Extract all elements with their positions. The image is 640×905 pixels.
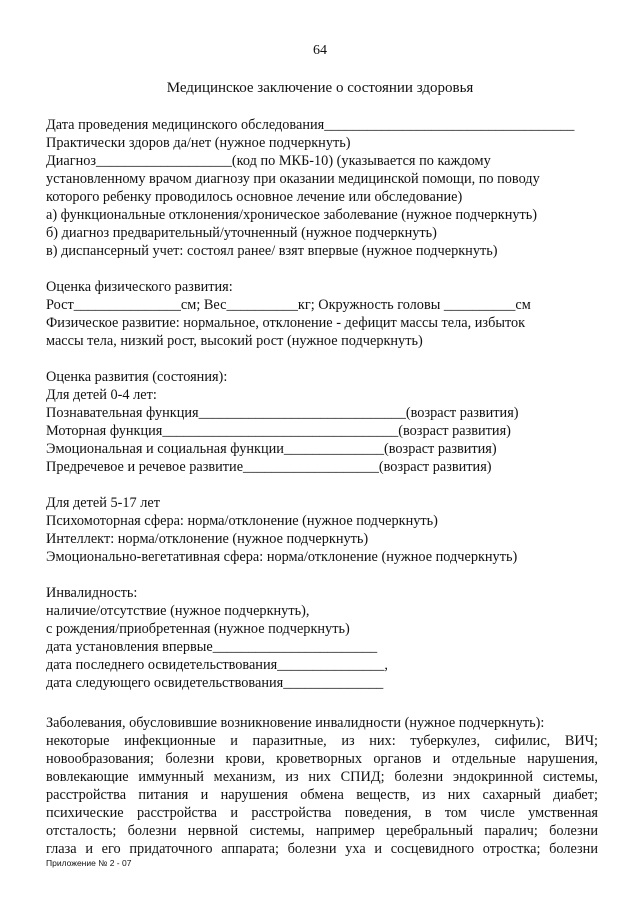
page-number: 64 <box>313 43 327 58</box>
date-next-line: дата следующего освидетельствования______________ <box>46 675 384 691</box>
section-heading: Оценка физического развития: <box>46 279 233 295</box>
healthy-line: Практически здоров да/нет (нужное подчеркнуть) <box>46 135 351 151</box>
date-first-line: дата установления впервые_______________________ <box>46 639 378 655</box>
diseases-text-line: психические расстройства и расстройства поведения, в том числе умственная <box>46 805 598 821</box>
emotional-vegetative-line: Эмоционально-вегетативная сфера: норма/отклонение (нужное подчеркнуть) <box>46 549 518 565</box>
diagnosis-item-b: б) диагноз предварительный/уточненный (нужное подчеркнуть) <box>46 225 437 241</box>
psychomotor-line: Психомоторная сфера: норма/отклонение (нужное подчеркнуть) <box>46 513 438 529</box>
document-body <box>46 116 598 858</box>
intellect-line: Интеллект: норма/отклонение (нужное подчеркнуть) <box>46 531 369 547</box>
diseases-text-line: некоторые инфекционные и паразитные, из них: туберкулез, сифилис, ВИЧ; <box>46 733 598 749</box>
section-heading: Оценка развития (состояния): <box>46 369 228 385</box>
diagnosis-line: Диагноз___________________(код по МКБ-10) (указывается по каждому <box>46 153 491 169</box>
age-group-label: Для детей 0-4 лет: <box>46 387 157 403</box>
physical-development-line: Физическое развитие: нормальное, отклонение - дефицит массы тела, избыток <box>46 315 526 331</box>
diagnosis-item-a: а) функциональные отклонения/хроническое заболевание (нужное подчеркнуть) <box>46 207 538 223</box>
diagnosis-line: установленному врачом диагнозу при оказании медицинской помощи, по поводу <box>46 171 540 187</box>
diseases-text-line: расстройства питания и нарушения обмена веществ, из них сахарный диабет; <box>46 787 598 803</box>
section-heading: Заболевания, обусловившие возникновение инвалидности (нужное подчеркнуть): <box>46 715 545 731</box>
physical-development-line: массы тела, низкий рост, высокий рост (нужное подчеркнуть) <box>46 333 423 349</box>
exam-date-line: Дата проведения медицинского обследования___________________________________ <box>46 117 575 133</box>
date-last-line: дата последнего освидетельствования_______________, <box>46 657 388 673</box>
page-footer: Приложение № 2 - 07 <box>46 858 132 868</box>
age-group-label: Для детей 5-17 лет <box>46 495 160 511</box>
physical-measurements-line: Рост_______________см; Вес__________кг; Окружность головы __________см <box>46 297 531 313</box>
section-heading: Инвалидность: <box>46 585 138 601</box>
emotional-function-line: Эмоциональная и социальная функции______________(возраст развития) <box>46 441 497 457</box>
cognitive-function-line: Познавательная функция_____________________________(возраст развития) <box>46 405 519 421</box>
motor-function-line: Моторная функция_________________________________(возраст развития) <box>46 423 511 439</box>
disability-presence-line: наличие/отсутствие (нужное подчеркнуть), <box>46 603 310 619</box>
disability-origin-line: с рождения/приобретенная (нужное подчеркнуть) <box>46 621 350 637</box>
diseases-text-line: глаза и его придаточного аппарата; болезни уха и сосцевидного отростка; болезни <box>46 841 598 857</box>
speech-development-line: Предречевое и речевое развитие___________________(возраст развития) <box>46 459 492 475</box>
diseases-text-line: новообразования; болезни крови, кроветворных органов и отдельные нарушения, <box>46 751 598 767</box>
document-title: Медицинское заключение о состоянии здоровья <box>166 80 474 96</box>
diagnosis-line: которого ребенку проводилось основное лечение или обследование) <box>46 189 463 205</box>
diseases-text-line: отсталость; болезни нервной системы, например церебральный паралич; болезни <box>46 823 598 839</box>
diagnosis-item-c: в) диспансерный учет: состоял ранее/ взят впервые (нужное подчеркнуть) <box>46 243 498 259</box>
diseases-text-line: вовлекающие иммунный механизм, из них СПИД; болезни эндокринной системы, <box>46 769 598 785</box>
